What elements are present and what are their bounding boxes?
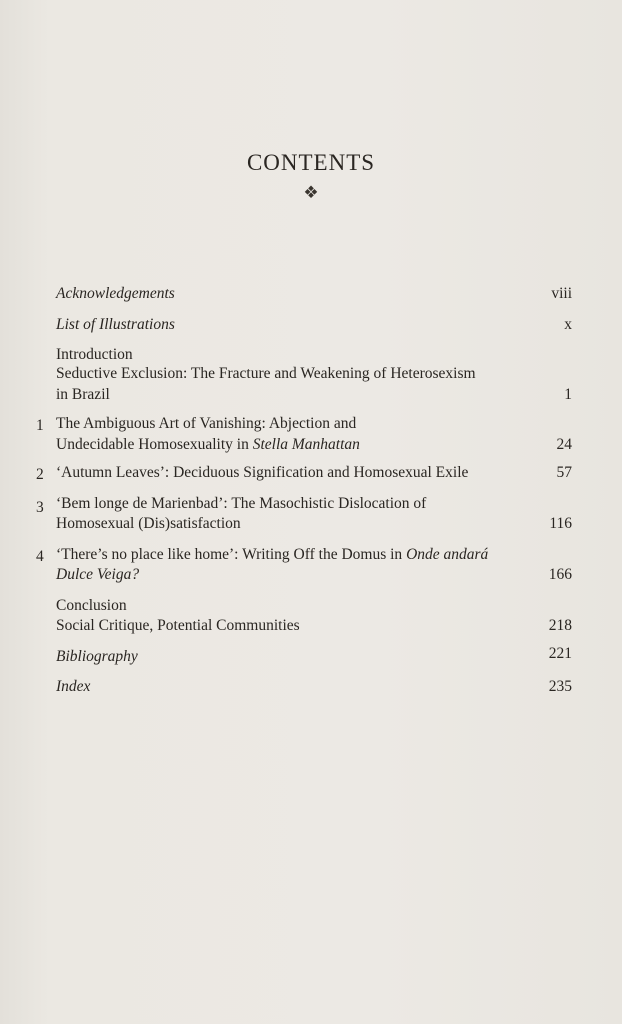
toc-page-number: viii <box>551 285 572 302</box>
toc-page-number: 221 <box>548 645 572 662</box>
toc-entry-title-cont: Homosexual (Dis)satisfaction <box>56 515 241 532</box>
toc-entry-title: Seductive Exclusion: The Fracture and Weakening of Heterosexism <box>56 365 476 382</box>
toc-entry-title: Bibliography <box>56 648 138 665</box>
toc-page-number: 57 <box>556 464 572 481</box>
toc-entry-title: List of Illustrations <box>56 316 175 333</box>
toc-entry-title: Acknowledgements <box>56 285 175 302</box>
toc-entry-title: ‘There’s no place like home’: Writing Off the Domus in Onde andará <box>56 546 489 563</box>
toc-page-number: 24 <box>556 436 572 453</box>
page-title: CONTENTS <box>246 150 376 175</box>
toc-page-number: 1 <box>564 386 572 403</box>
toc-entry-title-cont: Dulce Veiga? <box>56 566 140 583</box>
toc-page-number: 116 <box>549 515 572 532</box>
toc-entry-title: ‘Bem longe de Marienbad’: The Masochistic Dislocation of <box>56 495 427 512</box>
toc-entry-title: Index <box>56 678 91 695</box>
toc-entry-title-cont: in Brazil <box>56 386 110 403</box>
toc-entry-title: The Ambiguous Art of Vanishing: Abjection and <box>56 415 357 432</box>
chapter-number: 3 <box>36 499 44 516</box>
toc-entry-title: Social Critique, Potential Communities <box>56 617 300 634</box>
chapter-number: 2 <box>36 466 44 483</box>
toc-page-number: x <box>564 316 572 333</box>
toc-entry-heading: Conclusion <box>56 597 127 614</box>
chapter-number: 1 <box>36 417 44 434</box>
toc-entry-title-cont: Undecidable Homosexuality in Stella Manhattan <box>56 436 360 453</box>
ornament-icon: ❖ <box>303 183 319 202</box>
toc-page-number: 235 <box>548 678 572 695</box>
chapter-number: 4 <box>36 548 44 565</box>
toc-page-number: 218 <box>548 617 572 634</box>
toc-page-number: 166 <box>548 566 572 583</box>
toc-entry-title: ‘Autumn Leaves’: Deciduous Signification and Homosexual Exile <box>56 464 469 481</box>
toc-entry-heading: Introduction <box>56 346 133 363</box>
